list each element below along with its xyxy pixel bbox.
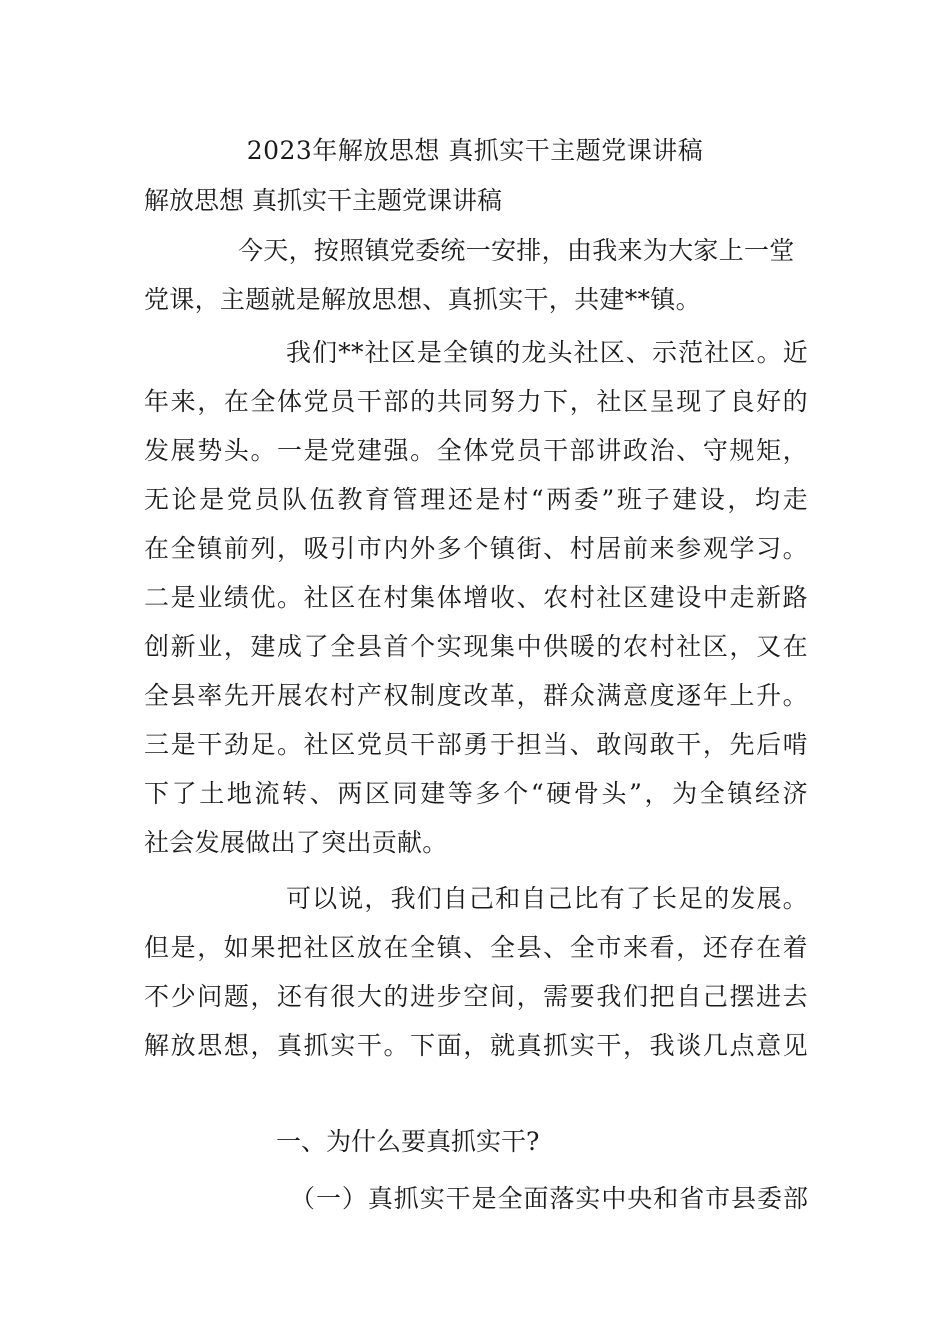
paragraph-transition (144, 874, 808, 1070)
paragraph-line: 解放思想，真抓实干。下面，就真抓实干，我谈几点意见 (144, 1031, 808, 1060)
paragraph-line: 全县率先开展农村产权制度改革，群众满意度逐年上升。 (144, 681, 808, 710)
paragraph-line: 我们**社区是全镇的龙头社区、示范社区。近 (286, 338, 808, 367)
paragraph-line: 今天，按照镇党委统一安排，由我来为大家上一堂 (238, 236, 795, 265)
paragraph-line: 在全镇前列，吸引市内外多个镇街、村居前来参观学习。 (144, 534, 808, 563)
paragraph-line: 党课，主题就是解放思想、真抓实干，共建**镇。 (144, 285, 701, 314)
paragraph-intro (144, 226, 808, 324)
paragraph-line: 年来，在全体党员干部的共同努力下，社区呈现了良好的 (144, 387, 808, 416)
paragraph-line: 可以说，我们自己和自己比有了长足的发展。 (286, 884, 808, 913)
document-subtitle: 解放思想 真抓实干主题党课讲稿 (144, 186, 502, 215)
paragraph-line: 发展势头。一是党建强。全体党员干部讲政治、守规矩， (144, 436, 808, 465)
paragraph-line: 下了土地流转、两区同建等多个“硬骨头”，为全镇经济 (144, 779, 808, 808)
paragraph-community-overview (144, 328, 808, 867)
paragraph-line: 无论是党员队伍教育管理还是村“两委”班子建设，均走 (144, 485, 808, 514)
document-title: 2023年解放思想 真抓实干主题党课讲稿 (246, 136, 704, 165)
paragraph-line: 不少问题，还有很大的进步空间，需要我们把自己摆进去 (144, 982, 808, 1011)
paragraph-line: 三是干劲足。社区党员干部勇于担当、敢闯敢干，先后啃 (144, 730, 808, 759)
paragraph-line: 创新业，建成了全县首个实现集中供暖的农村社区，又在 (144, 632, 808, 661)
paragraph-line: 社会发展做出了突出贡献。 (144, 828, 448, 857)
section-heading-2: （一）真抓实干是全面落实中央和省市县委部 (290, 1184, 808, 1213)
paragraph-line: 但是，如果把社区放在全镇、全县、全市来看，还存在着 (144, 933, 808, 962)
paragraph-line: 二是业绩优。社区在村集体增收、农村社区建设中走新路 (144, 583, 808, 612)
section-heading-1: 一、为什么要真抓实干? (276, 1127, 540, 1156)
